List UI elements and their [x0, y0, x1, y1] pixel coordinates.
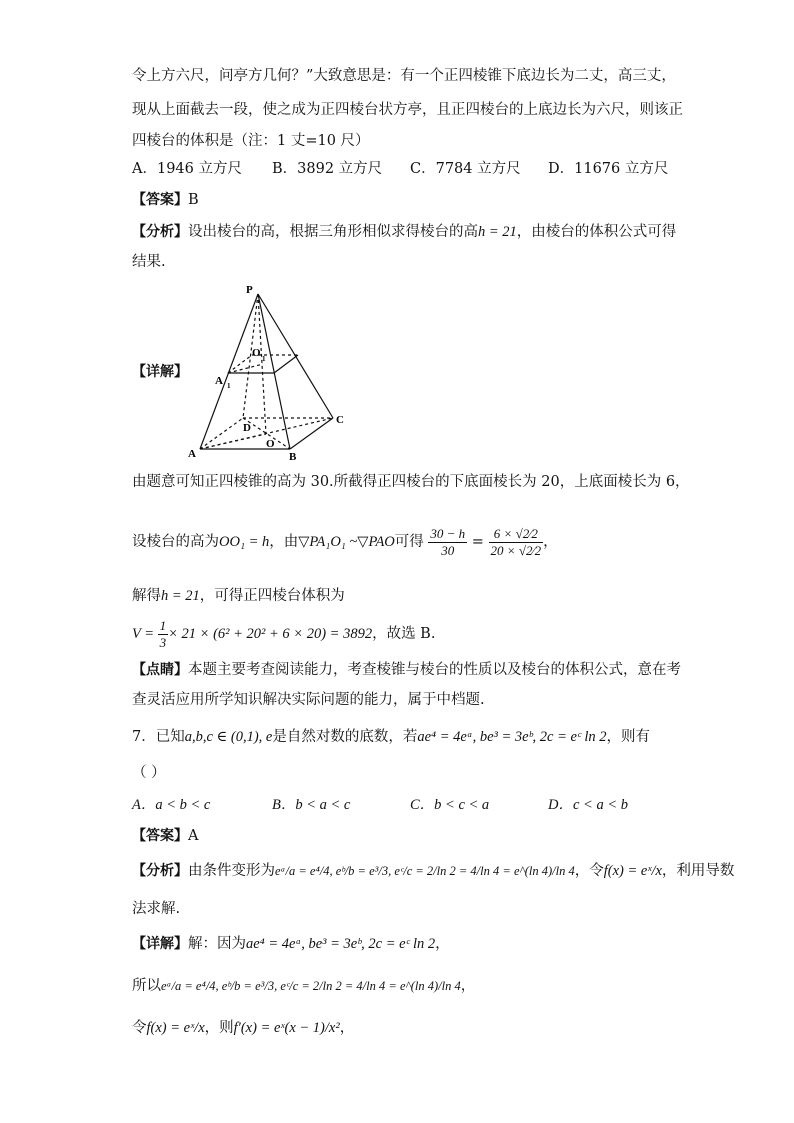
- math-expr: ▽PA₁O₁ ~▽PAO: [298, 534, 395, 550]
- math-expr: a,b,c ∈ (0,1), e: [184, 729, 273, 745]
- math-expr: eᵃ/a = e⁴/4, eᵇ/b = e³/3, eᶜ/c = 2/ln 2 = 4/ln 4 = e^(ln 4)/ln 4: [161, 979, 461, 993]
- label-o1-sub: 1: [262, 355, 266, 363]
- analysis-text: 设出棱台的高，根据三角形相似求得棱台的高: [188, 224, 478, 240]
- answer-value: A: [188, 828, 199, 844]
- math-expr: OO₁ = h: [219, 534, 270, 550]
- choice-a: A．1946 立方尺: [132, 161, 242, 177]
- fraction-denominator: 20 × √2⁄2: [490, 542, 542, 558]
- label-p: P: [246, 284, 253, 296]
- choice-c: C．b < c < a: [410, 797, 490, 813]
- fraction: [489, 526, 544, 559]
- label-a1-sub: 1: [227, 382, 231, 390]
- solution-text: 解得: [132, 588, 161, 604]
- math-expr: eᵃ/a = e⁴/4, eᵇ/b = e³/3, eᶜ/c = 2/ln 2 = 4/ln 4 = e^(ln 4)/ln 4: [275, 864, 575, 878]
- q7-analysis-line-2: 法求解.: [132, 901, 181, 917]
- comment-text: 本题主要考查阅读能力，考查棱锥与棱台的性质以及棱台的体积公式，意在考: [188, 662, 681, 678]
- solution-text: ，可得正四棱台体积为: [199, 588, 345, 604]
- q7-answer-line: [132, 826, 198, 846]
- label-b: B: [289, 451, 297, 462]
- label-o: O: [266, 438, 275, 450]
- detail-text: ，则: [204, 1020, 234, 1036]
- edge-ad: [200, 418, 243, 449]
- answer-line: [132, 190, 199, 210]
- label-d: D: [243, 422, 251, 434]
- edge-pb: [258, 294, 290, 449]
- analysis-line-2: 结果.: [132, 254, 166, 270]
- detail-text: ，: [435, 936, 450, 952]
- analysis-text: ，由棱台的体积公式可得: [516, 224, 677, 240]
- analysis-text: ，利用导数: [661, 863, 735, 879]
- detail-text: 所以: [132, 978, 161, 994]
- solution-text: ，故选 B.: [372, 626, 436, 642]
- math-expr: ae⁴ = 4eᵃ, be³ = 3eᵇ, 2c = eᶜ ln 2: [417, 729, 607, 745]
- math-expr: V =: [132, 626, 158, 642]
- math-expr: h = 21: [161, 588, 200, 604]
- q7-text: 是自然对数的底数，若: [272, 729, 418, 745]
- choice-b: B．b < a < c: [272, 797, 351, 813]
- comment-line-1: [132, 660, 681, 680]
- math-expr: f′(x) = eˣ(x − 1)/x²: [233, 1020, 340, 1036]
- edge-top-right: [274, 355, 298, 373]
- detail-text: ，: [460, 978, 476, 994]
- fraction: [158, 618, 169, 651]
- choice-d: D．11676 立方尺: [548, 161, 669, 177]
- label-o1: O: [252, 347, 261, 359]
- answer-tag: 【答案】: [132, 828, 188, 844]
- text-line: 四棱台的体积是（注：1 丈=10 尺）: [132, 133, 370, 149]
- choice-b: B．3892 立方尺: [272, 161, 383, 177]
- edge-pc: [258, 294, 333, 418]
- math-expr: f(x) = eˣ/x: [603, 863, 662, 879]
- math-expr: × 21 × (6² + 20² + 6 × 20) = 3892: [168, 626, 373, 642]
- answer-value: B: [188, 192, 199, 208]
- label-c: C: [336, 414, 344, 426]
- detail-text: 解：因为: [188, 936, 246, 952]
- detail-tag: 【详解】: [132, 364, 188, 380]
- pyramid-figure: [180, 280, 360, 462]
- analysis-tag: 【分析】: [132, 863, 188, 879]
- label-a1: A: [215, 375, 223, 387]
- q7-let-line: [132, 1018, 354, 1038]
- solution-line-1: 由题意可知正四棱锥的高为 30.所截得正四棱台的下底面棱长为 20，上底面棱长为 6，: [132, 474, 690, 490]
- q7-text: ，则有: [606, 729, 650, 745]
- q7-number: 7．已知: [132, 729, 185, 745]
- answer-tag: 【答案】: [132, 192, 188, 208]
- fraction-denominator: 3: [159, 634, 167, 650]
- analysis-line: [132, 222, 676, 242]
- fraction-numerator: 1: [159, 617, 167, 633]
- comment-line-2: 查灵活应用所学知识解决实际问题的能力，属于中档题.: [132, 692, 485, 708]
- analysis-text: ，令: [574, 863, 604, 879]
- choice-a: A．a < b < c: [132, 797, 211, 813]
- fraction-numerator: 6 × √2⁄2: [493, 525, 538, 541]
- fraction-numerator: 30 − h: [430, 525, 466, 541]
- q7-stem: [132, 727, 650, 747]
- solution-line-4: [132, 614, 435, 654]
- math-expr: h = 21: [478, 224, 517, 240]
- math-expr: f(x) = eˣ/x: [146, 1020, 205, 1036]
- solution-text: ，由: [269, 534, 299, 550]
- solution-text: 可得: [394, 534, 424, 550]
- solution-text: ，: [543, 534, 558, 550]
- fraction: [428, 526, 467, 559]
- detail-text: ，: [339, 1020, 355, 1036]
- choice-d: D．c < a < b: [548, 797, 628, 813]
- solution-text: 设棱台的高为: [132, 534, 219, 550]
- detail-text: 令: [132, 1020, 147, 1036]
- solution-line-2: 设棱台的高为OO₁ = h，由▽PA₁O₁ ~▽PAO可得 $\frac{30 - h}{30}$ = $\frac{6 \times √2⁄2}{20 \times √2⁄2}$ ，: [132, 525, 558, 558]
- fraction-denominator: 30: [428, 542, 467, 559]
- label-a: A: [188, 448, 196, 460]
- analysis-text: 由条件变形为: [188, 863, 275, 879]
- q7-paren: （ ）: [132, 765, 166, 781]
- analysis-tag: 【分析】: [132, 224, 188, 240]
- math-expr: ae⁴ = 4eᵃ, be³ = 3eᵇ, 2c = eᶜ ln 2: [246, 936, 436, 952]
- q7-detail-line: [132, 934, 450, 954]
- comment-tag: 【点睛】: [132, 662, 188, 678]
- text-line: 令上方六尺，问亭方几何？”大致意思是：有一个正四棱锥下底边长为二丈，高三丈，: [132, 68, 676, 84]
- choice-c: C．7784 立方尺: [410, 161, 521, 177]
- q7-so-line: [132, 976, 475, 996]
- solution-line-3: [132, 586, 345, 606]
- text-line: 现从上面截去一段，使之成为正四棱台状方亭，且正四棱台的上底边长为六尺，则该正: [132, 102, 683, 118]
- q7-analysis-line: [132, 861, 734, 881]
- detail-tag: 【详解】: [132, 936, 188, 952]
